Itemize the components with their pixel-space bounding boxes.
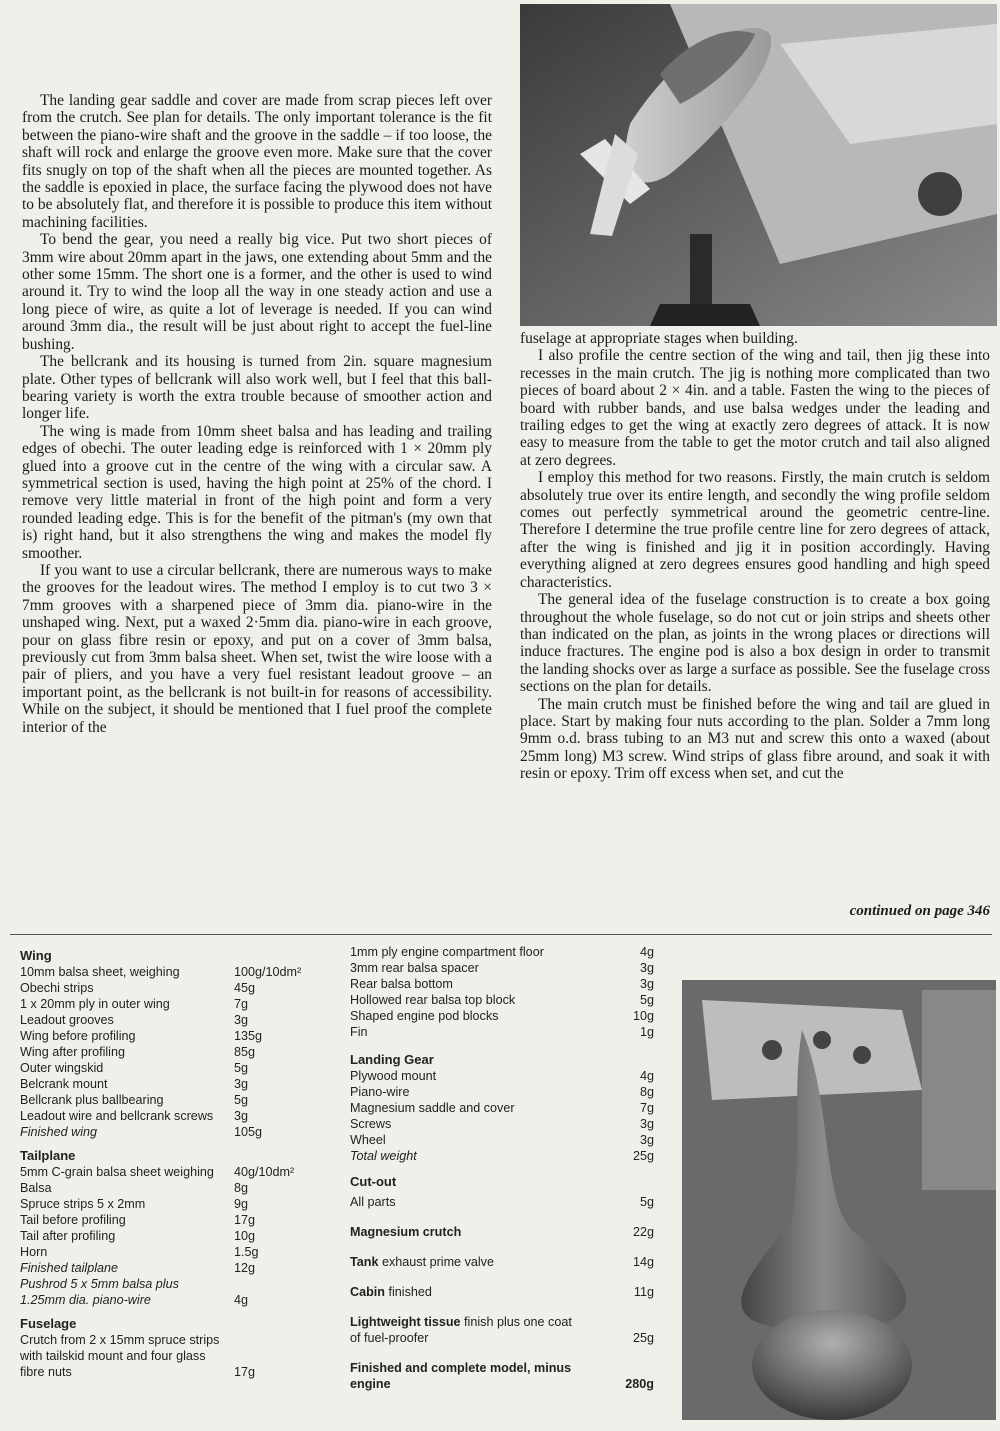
section-heading-landing-gear: Landing Gear — [350, 1052, 434, 1067]
weight-row — [350, 992, 654, 1008]
weight-label: 5mm C-grain balsa sheet weighing — [20, 1165, 214, 1179]
weight-value: 105g — [234, 1125, 263, 1139]
weight-row — [350, 960, 654, 976]
weight-row — [20, 1244, 322, 1260]
weight-value: 25g — [632, 1149, 654, 1163]
divider — [10, 934, 992, 935]
weight-value: 3g — [639, 961, 654, 975]
weight-value: 7g — [639, 1101, 654, 1115]
continued-note: continued on page 346 — [849, 903, 990, 919]
weight-label: Magnesium saddle and cover — [350, 1101, 515, 1115]
weight-row — [350, 1008, 654, 1024]
weight-row: Magnesium crutch 22g — [350, 1225, 654, 1239]
weight-value: 4g — [234, 1293, 249, 1307]
weight-row — [350, 1132, 654, 1148]
weight-row — [20, 1332, 322, 1380]
weight-value: 10g — [234, 1229, 256, 1243]
section-heading-tailplane: Tailplane — [20, 1148, 76, 1163]
weight-value: 12g — [234, 1261, 256, 1275]
weight-label: Balsa — [20, 1181, 52, 1195]
weight-row — [20, 1076, 322, 1092]
weight-label: Leadout grooves — [20, 1013, 114, 1027]
article-left-column — [22, 92, 492, 736]
paragraph: I also profile the centre section of the wing and tail, then jig these into recesses in the main crutch. The jig is nothing more complicated than two pieces of board about 2 × 4in. and a table. Fasten the wing to the pieces of board with rubber bands, and use balsa wedges under the leading and trailing edges to get the wing at exactly zero degrees of attack. It is now easy to measure from the table to get the motor crutch and tail also aligned at zero degrees. — [520, 347, 990, 469]
weight-value: 3g — [234, 1109, 249, 1123]
weight-row — [20, 1164, 322, 1180]
weight-label: 3mm rear balsa spacer — [350, 961, 479, 975]
weight-value: 3g — [639, 977, 654, 991]
weight-value: 3g — [234, 1077, 249, 1091]
weight-label: Tail after profiling — [20, 1229, 116, 1243]
weight-row — [20, 1044, 322, 1060]
weights-table-middle — [350, 944, 654, 1392]
weight-label: Outer wingskid — [20, 1061, 104, 1075]
weight-value: 8g — [234, 1181, 249, 1195]
weight-row — [350, 1148, 654, 1164]
weight-label: Total weight — [350, 1149, 417, 1163]
weight-value: 100g/10dm² — [234, 965, 302, 979]
article-right-column — [520, 330, 990, 783]
paragraph: The landing gear saddle and cover are made from scrap pieces left over from the crutch. See plan for details. The only important tolerance is the fit between the piano-wire shaft and the groove in the saddle – if too loose, the shaft will rock and enlarge the groove even more. Make sure that the cover fits snugly on top of the shaft when all the pieces are mounted together. As the saddle is epoxied in place, the surface facing the plywood does not have to be absolutely flat, and therefore it is possible to produce this item without machining facilities. — [22, 92, 492, 231]
weight-row — [20, 1060, 322, 1076]
weight-label: Spruce strips 5 x 2mm — [20, 1197, 146, 1211]
weight-row — [20, 1092, 322, 1108]
weight-label: 10mm balsa sheet, weighing — [20, 965, 180, 979]
weight-row-total: Finished and complete model, minus engine 280g — [350, 1361, 654, 1391]
weight-value: 4g — [639, 945, 654, 959]
weight-label: Wheel — [350, 1133, 386, 1147]
engine-pod-photo — [682, 980, 996, 1420]
weight-row — [350, 944, 654, 960]
weight-label: Finished tailplane — [20, 1261, 119, 1275]
weight-value: 4g — [639, 1069, 654, 1083]
weight-row — [20, 1012, 322, 1028]
weight-value: 5g — [639, 993, 654, 1007]
weight-row — [350, 1084, 654, 1100]
weight-label: Fin — [350, 1025, 368, 1039]
weight-value: 5g — [234, 1093, 249, 1107]
weight-label: Plywood mount — [350, 1069, 437, 1083]
model-aircraft-photo — [520, 4, 997, 326]
weight-value: 85g — [234, 1045, 256, 1059]
weight-value: 17g — [234, 1213, 256, 1227]
weight-label: Tail before profiling — [20, 1213, 126, 1227]
weight-value: 7g — [234, 997, 249, 1011]
weight-label: Rear balsa bottom — [350, 977, 453, 991]
weight-value: 3g — [639, 1133, 654, 1147]
weight-row — [20, 1028, 322, 1044]
weight-row — [20, 1260, 322, 1276]
paragraph: I employ this method for two reasons. Firstly, the main crutch is seldom absolutely true over its entire length, and secondly the wing profile seldom comes out perfectly symmetrical around the geometric centre-line. Therefore I determine the true profile centre line for zero degrees of attack, after the wing is finished and jig it in position accordingly. Having everything aligned at zero degrees ensures good handling and high speed characteristics. — [520, 469, 990, 591]
weight-label: Shaped engine pod blocks — [350, 1009, 499, 1023]
weight-row — [20, 1212, 322, 1228]
weight-label: Leadout wire and bellcrank screws — [20, 1109, 214, 1123]
paragraph: The bellcrank and its housing is turned from 2in. square magnesium plate. Other types of bellcrank will also work well, but I feel that this ball-bearing variety is worth the extra trouble because of smoother action and longer life. — [22, 353, 492, 423]
weight-label: 1 x 20mm ply in outer wing — [20, 997, 170, 1011]
weight-row — [20, 1108, 322, 1124]
weight-label: Piano-wire — [350, 1085, 410, 1099]
section-heading-cut-out: Cut-out — [350, 1174, 397, 1189]
weight-value: 1g — [639, 1025, 654, 1039]
weight-value: 8g — [639, 1085, 654, 1099]
weight-row — [350, 1100, 654, 1116]
weight-row: Lightweight tissue finish plus one coat of fuel-proofer 25g — [350, 1315, 654, 1345]
paragraph: If you want to use a circular bellcrank, there are numerous ways to make the grooves for the leadout wires. The method I employ is to cut two 3 × 7mm grooves with a sharpened piece of 3mm dia. piano-wire in the unshaped wing. Next, put a waxed 2·5mm dia. piano-wire in each groove, pour on glass fibre resin or epoxy, and put on a cover of 3mm balsa, previously cut from 3mm balsa sheet. When set, twist the wire loose with a pair of pliers, and you have a very fuel resistant leadout groove – an important point, as the bellcrank is not built-in for reasons of accessibility. While on the subject, it should be mentioned that I fuel proof the complete interior of the — [22, 561, 492, 736]
weight-value: 3g — [639, 1117, 654, 1131]
weight-row — [20, 964, 322, 980]
paragraph: The general idea of the fuselage construction is to create a box going throughout the whole fuselage, so do not cut or join strips and sheets other than indicated on the plan, as joints in the wrong places or directions will induce fractures. The engine pod is also a box design in order to transmit the landing shocks over as large a surface as possible. See the fuselage cross sections on the plan for details. — [520, 591, 990, 696]
weight-row — [350, 976, 654, 992]
weight-label: Wing before profiling — [20, 1029, 136, 1043]
weight-label: 1mm ply engine compartment floor — [350, 945, 544, 959]
weight-label: Obechi strips — [20, 981, 94, 995]
weight-row — [20, 1180, 322, 1196]
paragraph: The main crutch must be finished before the wing and tail are glued in place. Start by making four nuts according to the plan. Solder a 7mm long 9mm o.d. brass tubing to an M3 nut and screw this onto a waxed (about 25mm long) M3 screw. Wind strips of glass fibre around, and soak it with resin or epoxy. Trim off excess when set, and cut the — [520, 695, 990, 783]
weight-label: Wing after profiling — [20, 1045, 125, 1059]
weight-value: 135g — [234, 1029, 263, 1043]
paragraph: To bend the gear, you need a really big vice. Put two short pieces of 3mm wire about 20mm apart in the jaws, one extending about 5mm and the other some 15mm. The short one is a former, and the other is used to wind around it. Try to wind the loop all the way in one steady action and use a long piece of wire, as quite a lot of leverage is needed. If you can wind around 3mm dia., the result will be just about right to accept the fuel-line bushing. — [22, 231, 492, 353]
paragraph: fuselage at appropriate stages when building. — [520, 330, 798, 347]
weight-row — [20, 1228, 322, 1244]
weight-value: 17g — [234, 1365, 256, 1379]
weight-row: All parts 5g — [350, 1195, 654, 1209]
weight-label: Crutch from 2 x 15mm spruce strips with tailskid mount and four glass fibre nuts — [20, 1333, 220, 1379]
weight-value: 40g/10dm² — [234, 1165, 295, 1179]
weight-label: Screws — [350, 1117, 392, 1131]
weight-label: Belcrank mount — [20, 1077, 108, 1091]
weight-label: Horn — [20, 1245, 48, 1259]
weight-row — [350, 1116, 654, 1132]
section-heading-fuselage: Fuselage — [20, 1316, 77, 1331]
weight-value: 5g — [234, 1061, 249, 1075]
weight-row — [20, 980, 322, 996]
weight-row — [350, 1068, 654, 1084]
weight-row: Cabin finished 11g — [350, 1285, 654, 1299]
weight-row — [20, 1124, 322, 1140]
weight-label: Bellcrank plus ballbearing — [20, 1093, 164, 1107]
weights-table-left — [20, 944, 322, 1380]
paragraph: The wing is made from 10mm sheet balsa and has leading and trailing edges of obechi. The outer leading edge is reinforced with 1 × 20mm ply glued into a groove cut in the centre of the wing with a circular saw. A symmetrical section is used, having the high point at 25% of the chord. I remove very little material in front of the high point and form a very rounded leading edge. This is for the benefit of the pitman's (my own that is) right hand, but it also strengthens the wing and makes the model fly smoother. — [22, 422, 492, 562]
weight-label: Pushrod 5 x 5mm balsa plus 1.25mm dia. piano-wire — [20, 1277, 179, 1307]
weight-row: Tank exhaust prime valve 14g — [350, 1255, 654, 1269]
weight-row — [20, 1276, 322, 1308]
weight-value: 1.5g — [234, 1245, 259, 1259]
weight-label: Finished wing — [20, 1125, 98, 1139]
weight-label: Hollowed rear balsa top block — [350, 993, 516, 1007]
weight-value: 45g — [234, 981, 256, 995]
weight-row — [20, 1196, 322, 1212]
section-heading-wing: Wing — [20, 948, 52, 963]
weight-row — [20, 996, 322, 1012]
weight-value: 3g — [234, 1013, 249, 1027]
weight-row — [350, 1024, 654, 1040]
weight-value: 9g — [234, 1197, 249, 1211]
weight-value: 10g — [632, 1009, 654, 1023]
